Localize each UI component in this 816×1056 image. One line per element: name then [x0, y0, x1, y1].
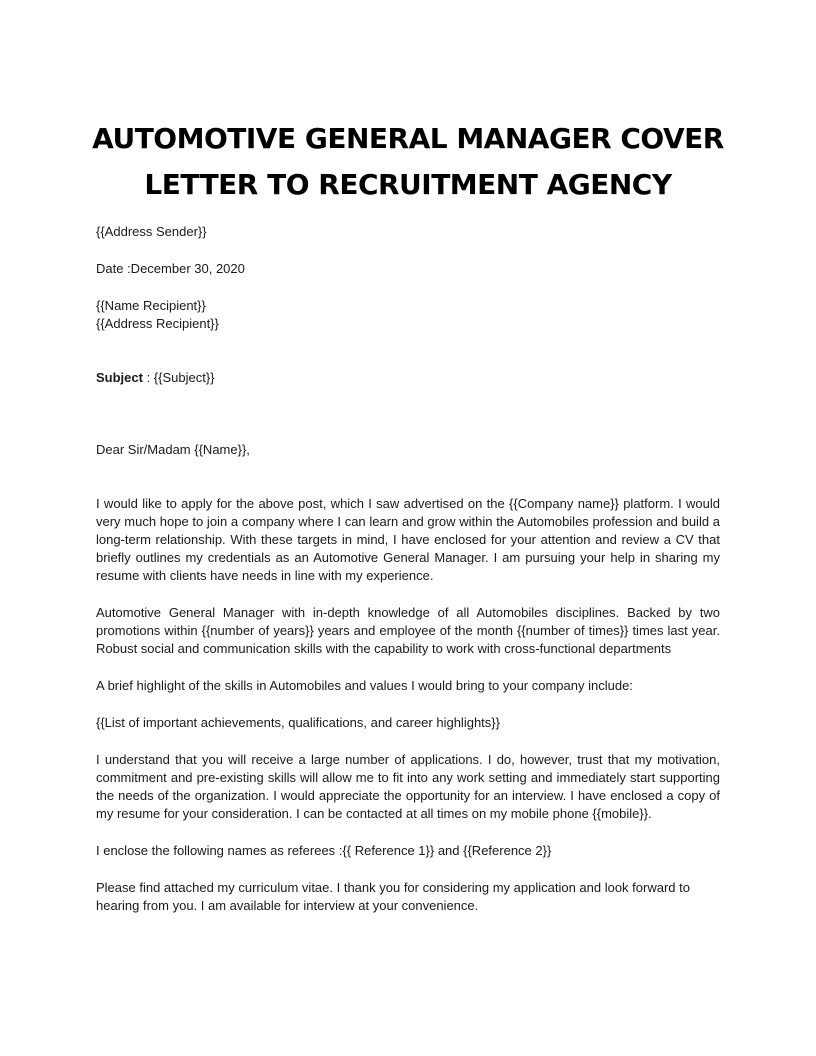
paragraph-motivation: I understand that you will receive a large number of applications. I do, however, trust that my motivation, commitment and pre-existing skills will allow me to fit into any work setting and immediately start supporting the needs of the organization. I would appreciate the opportunity for an interview. I have enclosed a copy of my resume for your consideration. I can be contacted at all times on my mobile phone {{mobile}}. [96, 752, 720, 821]
name-recipient: {{Name Recipient}} [96, 298, 206, 313]
letter-date: Date :December 30, 2020 [96, 261, 245, 276]
paragraph-intro: I would like to apply for the above post, which I saw advertised on the {{Company name}} platform. I would very much hope to join a company where I can learn and grow within the Automobiles profession and build a long-term relationship. With these targets in mind, I have enclosed for your attention and review a CV that briefly outlines my credentials as an Automotive General Manager. I am pursuing your help in sharing my resume with clients have needs in line with my experience. [96, 496, 720, 583]
page-title [60, 116, 756, 208]
title-line-2: LETTER TO RECRUITMENT AGENCY [144, 168, 672, 201]
address-recipient: {{Address Recipient}} [96, 316, 219, 331]
paragraph-achievements: {{List of important achievements, qualifications, and career highlights}} [96, 715, 500, 730]
paragraph-summary: Automotive General Manager with in-depth knowledge of all Automobiles disciplines. Backed by two promotions within {{number of years}} years and employee of the month {{number of times}} times last year. Robust social and communication skills with the capability to work with cross-functional departments [96, 605, 720, 656]
paragraph-skills-lead: A brief highlight of the skills in Automobiles and values I would bring to your company include: [96, 678, 633, 693]
title-line-1: AUTOMOTIVE GENERAL MANAGER COVER [92, 122, 724, 155]
subject-line [96, 369, 720, 387]
letter-body [96, 223, 720, 915]
address-sender: {{Address Sender}} [96, 224, 207, 239]
salutation: Dear Sir/Madam {{Name}}, [96, 442, 250, 457]
subject-label: Subject [96, 370, 143, 385]
paragraph-closing: Please find attached my curriculum vitae. I thank you for considering my application and look forward to hearing from you. I am available for interview at your convenience. [96, 880, 690, 913]
subject-value: : {{Subject}} [142, 370, 215, 385]
paragraph-referees: I enclose the following names as referees :{{ Reference 1}} and {{Reference 2}} [96, 843, 552, 858]
